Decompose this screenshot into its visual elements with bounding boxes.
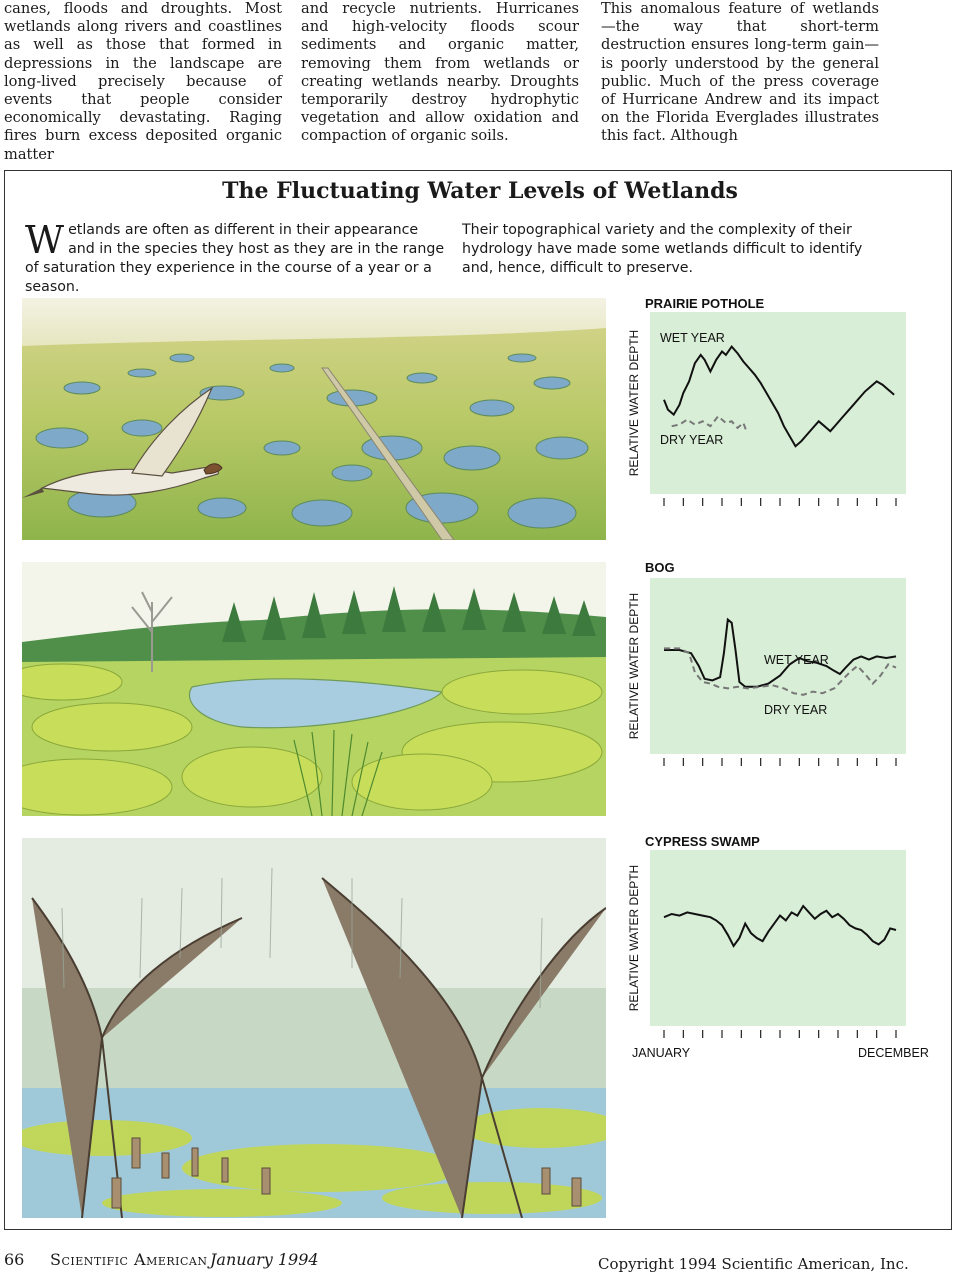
chart-title-cypress-swamp: CYPRESS SWAMP [645, 834, 760, 849]
issue-date: January 1994 [210, 1250, 319, 1269]
panel-intro-left [25, 218, 445, 297]
body-column-2: and recycle nutrients. Hurricanes and high-velocity floods scour sediments and organic matter, removing them from wetlands or creating wetlands nearby. Droughts temporarily destroy hydrophytic vegetation and allow oxidation and compaction of organic soils. [301, 0, 579, 145]
plot-area [650, 850, 906, 1026]
x-label-january: JANUARY [632, 1046, 691, 1060]
prairie-pothole-illustration [22, 298, 606, 540]
copyright-notice: Copyright 1994 Scientific American, Inc. [598, 1255, 909, 1273]
x-label-december: DECEMBER [858, 1046, 929, 1060]
y-axis-label: RELATIVE WATER DEPTH [627, 592, 641, 740]
series-label-wet-year: WET YEAR [660, 331, 725, 345]
panel-intro-right: Their topographical variety and the complexity of their hydrology have made some wetlands difficult to identify and, hence, difficult to preserve. [462, 222, 863, 276]
y-axis-label: RELATIVE WATER DEPTH [627, 864, 641, 1012]
drop-cap: W [25, 218, 65, 262]
series-label-wet-year: WET YEAR [764, 653, 829, 667]
panel-title: The Fluctuating Water Levels of Wetlands [222, 178, 738, 204]
series-label-dry-year: DRY YEAR [660, 433, 724, 447]
chart-prairie-pothole [622, 312, 912, 512]
cypress-swamp-illustration [22, 838, 606, 1218]
series-label-dry-year: DRY YEAR [764, 703, 828, 717]
panel-intro-left-text: etlands are often as different in their appearance and in the species they host as they are in the range of saturation they experience in the course of a year or a season. [25, 222, 445, 295]
chart-cypress-swamp [622, 850, 912, 1044]
body-column-3: This anomalous feature of wetlands—the way that short-term destruction ensures long-term gain—is poorly understood by the general public. Much of the press coverage of Hurricane Andrew and its impact on the Florida Everglades illustrates this fact. Although [601, 0, 879, 145]
chart-title-bog: BOG [645, 560, 675, 575]
magazine-name: Scientific American [50, 1250, 208, 1269]
body-column-1: canes, floods and droughts. Most wetlands along rivers and coastlines as well as those that formed in depressions in the landscape are long-lived precisely because of events that people consider economically devastating. Raging fires burn excess deposited organic matter [4, 0, 282, 163]
page-number: 66 [4, 1250, 25, 1269]
bog-illustration [22, 562, 606, 816]
chart-title-prairie-pothole: PRAIRIE POTHOLE [645, 296, 765, 311]
y-axis-label: RELATIVE WATER DEPTH [627, 329, 641, 477]
chart-bog [622, 578, 912, 772]
